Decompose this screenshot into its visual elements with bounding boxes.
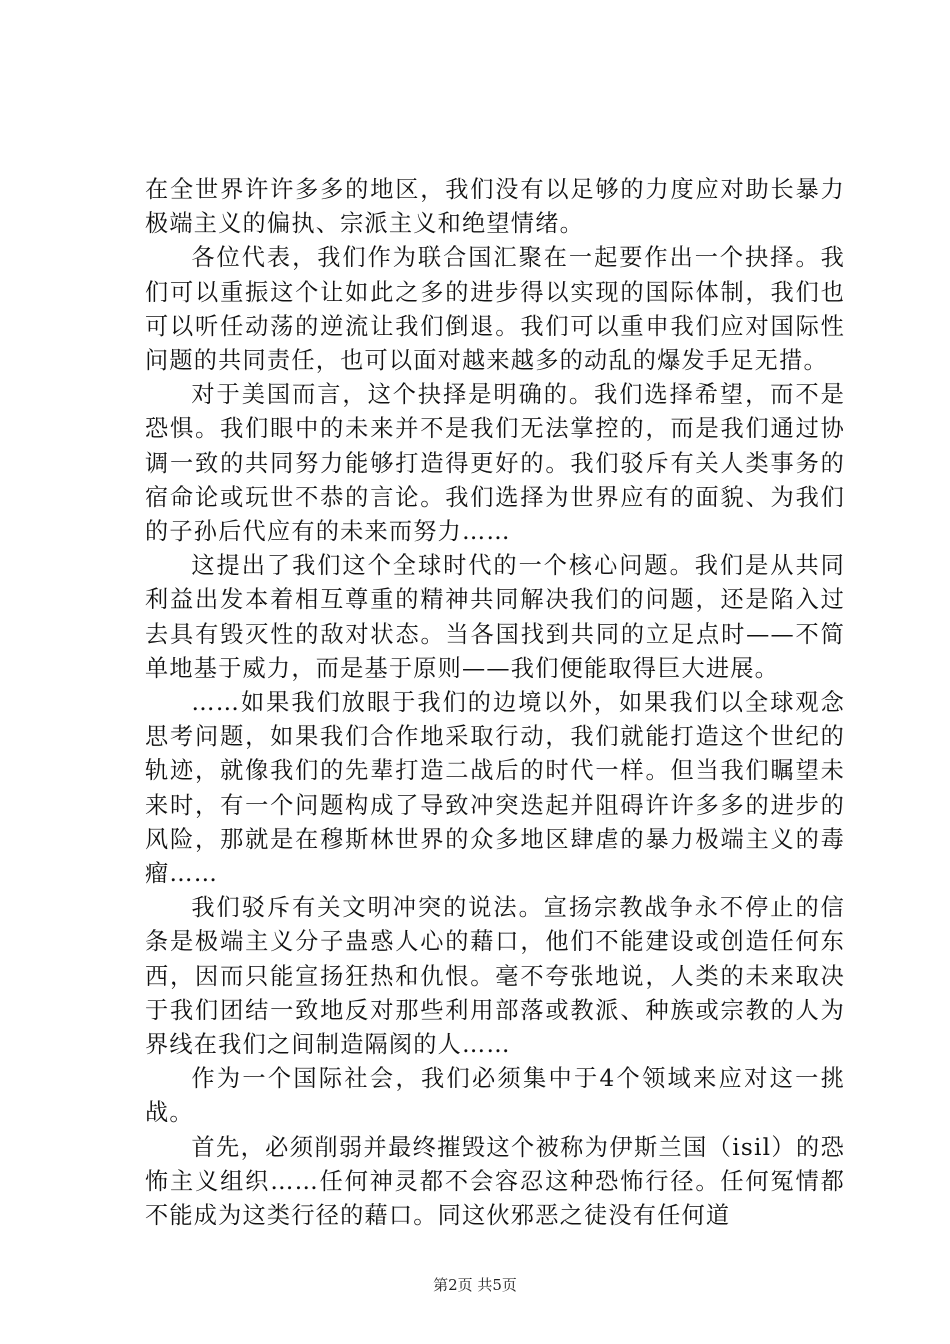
document-body bbox=[145, 173, 845, 1233]
paragraph-8: 首先，必须削弱并最终摧毁这个被称为伊斯兰国（isil）的恐怖主义组织……任何神灵都不会容忍这种恐怖行径。任何冤情都不能成为这类行径的藉口。同这伙邪恶之徒没有任何道 bbox=[145, 1133, 845, 1230]
paragraph-2: 各位代表，我们作为联合国汇聚在一起要作出一个抉择。我们可以重振这个让如此之多的进步得以实现的国际体制，我们也可以听任动荡的逆流让我们倒退。我们可以重申我们应对国际性问题的共同责任，也可以面对越来越多的动乱的爆发手足无措。 bbox=[145, 244, 845, 375]
paragraph-3: 对于美国而言，这个抉择是明确的。我们选择希望，而不是恐惧。我们眼中的未来并不是我们无法掌控的，而是我们通过协调一致的共同努力能够打造得更好的。我们驳斥有关人类事务的宿命论或玩世不恭的言论。我们选择为世界应有的面貌、为我们的子孙后代应有的未来而努力…… bbox=[145, 381, 845, 546]
paragraph-7: 作为一个国际社会，我们必须集中于4个领域来应对这一挑战。 bbox=[145, 1065, 845, 1127]
paragraph-1: 在全世界许许多多的地区，我们没有以足够的力度应对助长暴力极端主义的偏执、宗派主义和绝望情绪。 bbox=[145, 176, 845, 238]
page-number-footer: 第2页 共5页 bbox=[433, 1276, 517, 1294]
paragraph-4: 这提出了我们这个全球时代的一个核心问题。我们是从共同利益出发本着相互尊重的精神共同解决我们的问题，还是陷入过去具有毁灭性的敌对状态。当各国找到共同的立足点时——不简单地基于威力，而是基于原则——我们便能取得巨大进展。 bbox=[145, 552, 845, 682]
paragraph-6: 我们驳斥有关文明冲突的说法。宣扬宗教战争永不停止的信条是极端主义分子蛊惑人心的藉口，他们不能建设或创造任何东西，因而只能宣扬狂热和仇恨。毫不夸张地说，人类的未来取决于我们团结一致地反对那些利用部落或教派、种族或宗教的人为界线在我们之间制造隔阂的人…… bbox=[145, 894, 845, 1059]
paragraph-5: ……如果我们放眼于我们的边境以外，如果我们以全球观念思考问题，如果我们合作地采取行动，我们就能打造这个世纪的轨迹，就像我们的先辈打造二战后的时代一样。但当我们瞩望未来时，有一个问题构成了导致冲突迭起并阻碍许许多多的进步的风险，那就是在穆斯林世界的众多地区肆虐的暴力极端主义的毒瘤…… bbox=[145, 689, 845, 888]
